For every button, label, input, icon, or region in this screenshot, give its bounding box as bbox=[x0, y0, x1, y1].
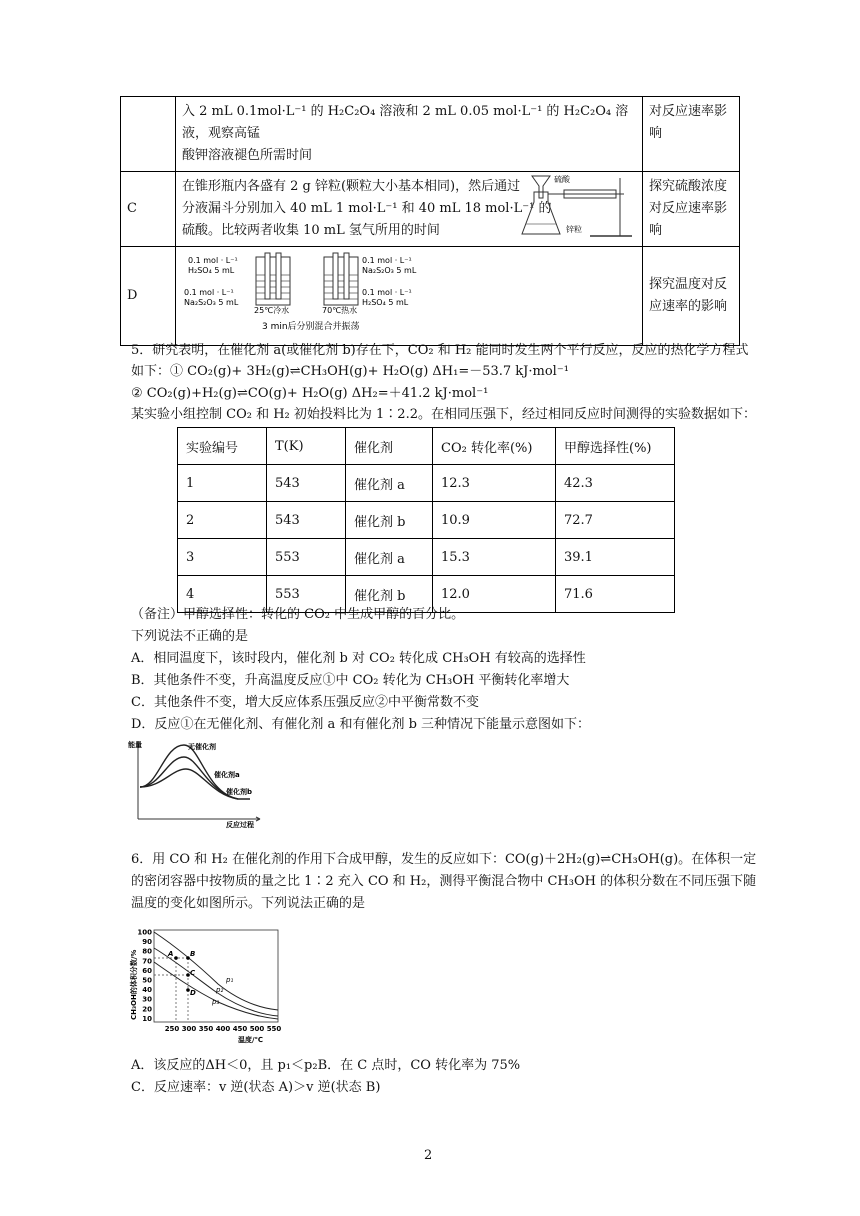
experiment-table bbox=[120, 96, 740, 346]
no-catalyst-label: 无催化剂 bbox=[188, 743, 216, 751]
table-row bbox=[121, 97, 740, 172]
y-axis-label: CH₃OH的体积分数/% bbox=[130, 949, 138, 1020]
point-a-label: A bbox=[168, 950, 174, 958]
table-cell: 3 bbox=[178, 539, 267, 576]
row-c-purpose: 探究硫酸浓度对反应速率影响 bbox=[643, 172, 740, 247]
table-cell: 39.1 bbox=[556, 539, 675, 576]
beakers-caption: 3 min后分别混合并振荡 bbox=[262, 322, 360, 332]
left-bath-label: 25℃冷水 bbox=[254, 306, 290, 315]
y-tick-label: 10 bbox=[142, 1014, 152, 1023]
q5-intro-2: 如下：① CO₂(g)+ 3H₂(g)⇌CH₃OH(g)+ H₂O(g) ΔH₁=－53.7 kJ·mol⁻¹ bbox=[131, 364, 569, 379]
table-row bbox=[178, 465, 675, 502]
q6-line-3: 温度的变化如图所示。下列说法正确的是 bbox=[131, 896, 366, 911]
table-header-row bbox=[178, 428, 675, 465]
q5-note: （备注）甲醇选择性：转化的 CO₂ 中生成甲醇的百分比。 bbox=[131, 607, 465, 622]
y-tick-label: 90 bbox=[142, 938, 152, 947]
table-row bbox=[121, 172, 740, 247]
x-axis-label: 温度/℃ bbox=[238, 1036, 264, 1044]
q5-stem: 下列说法不正确的是 bbox=[131, 629, 249, 644]
q6-line-2: 的密闭容器中按物质的量之比 1∶2 充入 CO 和 H₂，测得平衡混合物中 CH₃OH 的体积分数在不同压强下随 bbox=[131, 874, 757, 889]
x-tick-label: 350 bbox=[198, 1025, 214, 1033]
row-b-line1: 入 2 mL 0.1mol·L⁻¹ 的 H₂C₂O₄ 溶液和 2 mL 0.05 mol·L⁻¹ 的 H₂C₂O₄ 溶液，观察高锰 bbox=[182, 104, 629, 141]
table-cell: 10.9 bbox=[433, 502, 556, 539]
right-bot-vol: H₂SO₄ 5 mL bbox=[362, 298, 409, 307]
x-tick-label: 300 bbox=[181, 1025, 197, 1033]
q5-intro-4: 某实验小组控制 CO₂ 和 H₂ 初始投料比为 1∶2.2。在相同压强下，经过相同反应时间测得的实验数据如下： bbox=[131, 407, 756, 422]
table-header: T(K) bbox=[267, 428, 346, 465]
left-top-vol: H₂SO₄ 5 mL bbox=[188, 266, 235, 275]
y-tick-label: 100 bbox=[137, 928, 152, 937]
table-cell: 12.3 bbox=[433, 465, 556, 502]
table-cell-content bbox=[176, 247, 643, 346]
q5-option-a: A．相同温度下，该时段内，催化剂 b 对 CO₂ 转化成 CH₃OH 有较高的选择性 bbox=[131, 651, 586, 666]
y-tick-label: 40 bbox=[142, 986, 152, 995]
row-c-line3: 硫酸。比较两者收集 10 mL 氢气所用的时间 bbox=[182, 223, 440, 238]
table-cell: 553 bbox=[267, 539, 346, 576]
temperature-beakers-figure bbox=[182, 251, 432, 333]
curve-p3-label: p₃ bbox=[212, 998, 220, 1006]
right-bath-label: 70℃热水 bbox=[322, 306, 358, 315]
table-row bbox=[121, 247, 740, 346]
table-cell: 71.6 bbox=[556, 576, 675, 613]
x-tick-label: 250 bbox=[164, 1025, 180, 1033]
energy-profile-figure bbox=[128, 737, 268, 829]
page-number: 2 bbox=[424, 1148, 433, 1163]
right-top-conc: 0.1 mol · L⁻¹ bbox=[362, 256, 412, 265]
table-header: 催化剂 bbox=[346, 428, 433, 465]
q6-options-ab: A．该反应的ΔH＜0，且 p₁＜p₂B．在 C 点时，CO 转化率为 75% bbox=[131, 1058, 521, 1073]
fig-acid-label: 硫酸 bbox=[554, 175, 570, 184]
y-tick-label: 80 bbox=[142, 947, 152, 956]
table-header: CO₂ 转化率(%) bbox=[433, 428, 556, 465]
table-cell: 2 bbox=[178, 502, 267, 539]
y-tick-label: 70 bbox=[142, 957, 152, 966]
row-d-label: D bbox=[121, 247, 176, 346]
row-b-line2: 酸钾溶液褪色所需时间 bbox=[182, 148, 313, 163]
row-c-line2: 分液漏斗分别加入 40 mL 1 mol·L⁻¹ 和 40 mL 18 mol·L⁻¹ 的 bbox=[182, 201, 552, 216]
table-cell-content bbox=[176, 97, 643, 172]
q6-line-1: 6．用 CO 和 H₂ 在催化剂的作用下合成甲醇，发生的反应如下：CO(g)＋2H₂(g)⇌CH₃OH(g)。在体积一定 bbox=[131, 852, 757, 867]
table-cell: 12.0 bbox=[433, 576, 556, 613]
table-cell: 15.3 bbox=[433, 539, 556, 576]
row-b-purpose: 对反应速率影响 bbox=[643, 97, 740, 172]
table-cell: 553 bbox=[267, 576, 346, 613]
row-d-purpose: 探究温度对反应速率的影响 bbox=[643, 247, 740, 346]
point-c-label: C bbox=[190, 969, 196, 977]
x-tick-label: 400 bbox=[215, 1025, 231, 1033]
y-tick-label: 50 bbox=[142, 976, 152, 985]
methanol-fraction-chart bbox=[128, 920, 288, 1046]
point-d-label: D bbox=[190, 989, 196, 997]
table-cell: 1 bbox=[178, 465, 267, 502]
curve-p1-label: p₁ bbox=[226, 976, 234, 984]
left-top-conc: 0.1 mol · L⁻¹ bbox=[188, 256, 238, 265]
point-b-label: B bbox=[190, 950, 196, 958]
catalyst-b-label: 催化剂b bbox=[226, 788, 253, 796]
table-cell: 催化剂 a bbox=[346, 465, 433, 502]
q5-option-c: C．其他条件不变，增大反应体系压强反应②中平衡常数不变 bbox=[131, 695, 479, 710]
left-bot-vol: Na₂S₂O₃ 5 mL bbox=[184, 298, 239, 307]
q5-data-table bbox=[177, 427, 675, 613]
right-top-vol: Na₂S₂O₃ 5 mL bbox=[362, 266, 417, 275]
table-row bbox=[178, 539, 675, 576]
catalyst-a-label: 催化剂a bbox=[214, 771, 240, 779]
q6-option-c: C．反应速率：v 逆(状态 A)＞v 逆(状态 B) bbox=[131, 1080, 381, 1095]
table-cell: 催化剂 b bbox=[346, 576, 433, 613]
q5-intro-3: ② CO₂(g)+H₂(g)⇌CO(g)+ H₂O(g) ΔH₂=＋41.2 kJ·mol⁻¹ bbox=[131, 386, 489, 401]
x-tick-label: 450 bbox=[232, 1025, 248, 1033]
table-cell: 催化剂 a bbox=[346, 539, 433, 576]
table-cell-content bbox=[176, 172, 643, 247]
table-cell: 543 bbox=[267, 502, 346, 539]
table-cell: 催化剂 b bbox=[346, 502, 433, 539]
row-c-label: C bbox=[121, 172, 176, 247]
y-tick-label: 20 bbox=[142, 1005, 152, 1014]
right-bot-conc: 0.1 mol · L⁻¹ bbox=[362, 288, 412, 297]
table-header: 实验编号 bbox=[178, 428, 267, 465]
y-tick-label: 60 bbox=[142, 966, 152, 975]
q5-option-d: D．反应①在无催化剂、有催化剂 a 和有催化剂 b 三种情况下能量示意图如下： bbox=[131, 717, 591, 732]
x-tick-label: 550 bbox=[266, 1025, 282, 1033]
row-c-line1: 在锥形瓶内各盛有 2 g 锌粒(颗粒大小基本相同)，然后通过 bbox=[182, 179, 521, 194]
y-tick-label: 30 bbox=[142, 995, 152, 1004]
table-row bbox=[178, 502, 675, 539]
table-cell: 42.3 bbox=[556, 465, 675, 502]
x-tick-label: 500 bbox=[249, 1025, 265, 1033]
table-cell-label bbox=[121, 97, 176, 172]
q5-option-b: B．其他条件不变，升高温度反应①中 CO₂ 转化为 CH₃OH 平衡转化率增大 bbox=[131, 673, 570, 688]
energy-axis-label: 能量 bbox=[128, 741, 142, 749]
reaction-process-label: 反应过程 bbox=[226, 821, 254, 829]
table-cell: 543 bbox=[267, 465, 346, 502]
fig-zinc-label: 锌粒 bbox=[566, 225, 582, 234]
curve-p2-label: p₂ bbox=[216, 986, 224, 994]
q5-intro-1: 5．研究表明，在催化剂 a(或催化剂 b)存在下，CO₂ 和 H₂ 能同时发生两个平行反应，反应的热化学方程式 bbox=[131, 343, 749, 358]
table-cell: 72.7 bbox=[556, 502, 675, 539]
table-cell: 4 bbox=[178, 576, 267, 613]
table-header: 甲醇选择性(%) bbox=[556, 428, 675, 465]
zinc-acid-apparatus-figure bbox=[516, 172, 636, 242]
left-bot-conc: 0.1 mol · L⁻¹ bbox=[184, 288, 234, 297]
